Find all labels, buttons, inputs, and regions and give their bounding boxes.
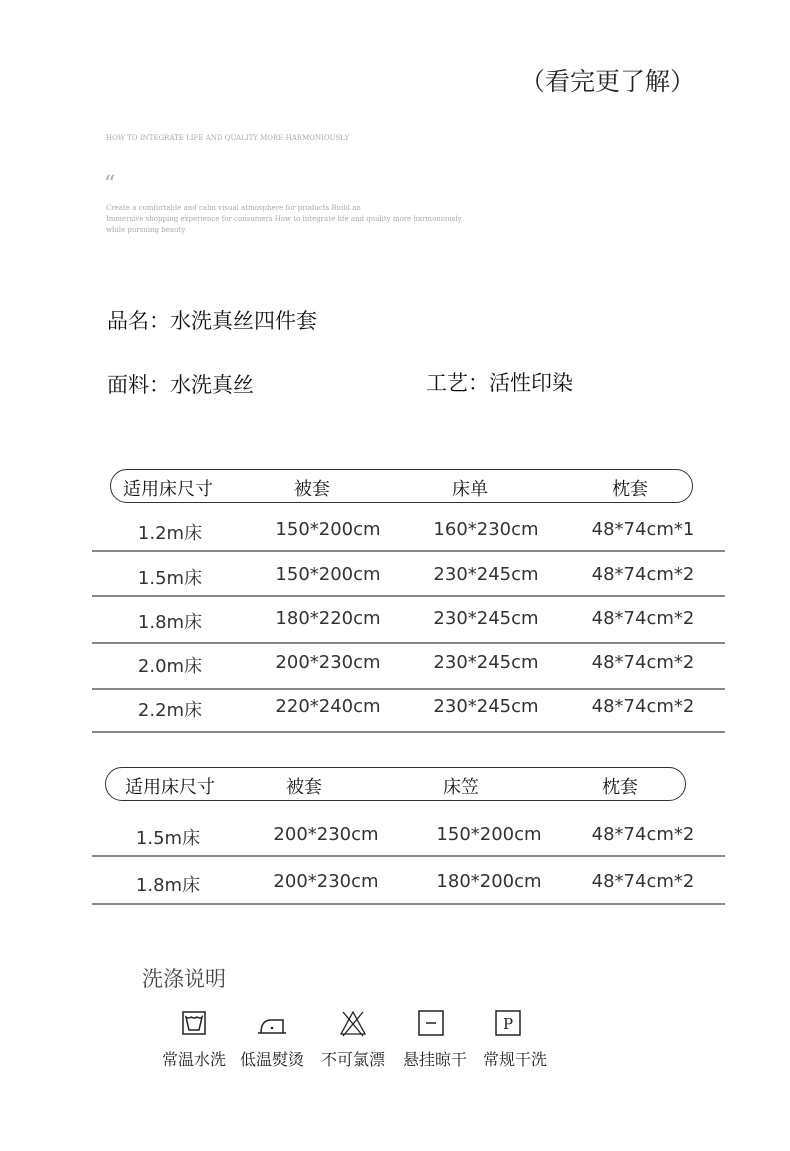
quote-icon: “ — [104, 172, 116, 197]
table-cell: 230*245cm — [433, 608, 539, 629]
row-divider — [92, 550, 725, 552]
table-cell: 48*74cm*2 — [591, 608, 695, 629]
table-cell: 1.8m床 — [137, 612, 203, 633]
row-divider — [92, 731, 725, 733]
product-craft: 工艺：活性印染 — [426, 371, 573, 395]
column-header: 被套 — [286, 777, 322, 798]
wash-tub-icon — [177, 1008, 211, 1038]
intro-line: Immersive shopping experience for consumers How to integrate life and quality more harmoniously — [106, 215, 462, 223]
intro-heading: HOW TO INTEGRATE LIFE AND QUALITY MORE HARMONIOUSLY — [106, 134, 350, 142]
table-cell: 150*200cm — [436, 824, 542, 845]
cta-text: （看完更了解） — [520, 67, 696, 96]
row-divider — [92, 595, 725, 597]
table-cell: 230*245cm — [433, 652, 539, 673]
column-header: 适用床尺寸 — [123, 479, 213, 500]
intro-body — [106, 203, 462, 236]
table-cell: 48*74cm*2 — [591, 652, 695, 673]
table-cell: 200*230cm — [273, 824, 379, 845]
washing-title: 洗涤说明 — [142, 967, 226, 991]
table-cell: 2.0m床 — [137, 656, 203, 677]
product-name: 品名：水洗真丝四件套 — [107, 309, 317, 333]
table-cell: 150*200cm — [275, 564, 381, 585]
row-divider — [92, 642, 725, 644]
column-header: 床笠 — [443, 777, 479, 798]
dry-clean-icon — [491, 1008, 525, 1038]
table-cell: 230*245cm — [433, 564, 539, 585]
column-header: 床单 — [452, 479, 488, 500]
product-fabric: 面料：水洗真丝 — [107, 373, 254, 397]
no-bleach-icon — [336, 1008, 370, 1038]
table-cell: 1.5m床 — [135, 828, 201, 849]
table-cell: 2.2m床 — [137, 700, 203, 721]
table-cell: 220*240cm — [275, 696, 381, 717]
table-cell: 48*74cm*2 — [591, 696, 695, 717]
table-cell: 180*200cm — [436, 871, 542, 892]
table-cell: 180*220cm — [275, 608, 381, 629]
table-cell: 48*74cm*2 — [591, 564, 695, 585]
row-divider — [92, 903, 725, 905]
wash-label: 悬挂晾干 — [402, 1050, 468, 1069]
table-cell: 1.2m床 — [137, 523, 203, 544]
svg-text:P: P — [502, 1015, 514, 1033]
row-divider — [92, 688, 725, 690]
table-cell: 200*230cm — [273, 871, 379, 892]
table-cell: 230*245cm — [433, 696, 539, 717]
wash-label: 低温熨烫 — [239, 1050, 305, 1069]
wash-label: 常规干洗 — [482, 1050, 548, 1069]
table-cell: 200*230cm — [275, 652, 381, 673]
table-cell: 1.5m床 — [137, 568, 203, 589]
table-cell: 48*74cm*2 — [591, 871, 695, 892]
intro-line: while pursuing beauty — [106, 226, 186, 234]
column-header: 适用床尺寸 — [125, 777, 215, 798]
wash-label: 不可氯漂 — [320, 1050, 386, 1069]
intro-line: Create a comfortable and calm visual atmosphere for products Build an — [106, 204, 361, 212]
table-cell: 48*74cm*2 — [591, 824, 695, 845]
column-header: 被套 — [294, 479, 330, 500]
table-cell: 150*200cm — [275, 519, 381, 540]
row-divider — [92, 855, 725, 857]
column-header: 枕套 — [602, 777, 638, 798]
wash-label: 常温水洗 — [161, 1050, 227, 1069]
iron-icon — [255, 1008, 289, 1038]
column-header: 枕套 — [612, 479, 648, 500]
table-cell: 1.8m床 — [135, 875, 201, 896]
table-cell: 48*74cm*1 — [591, 519, 695, 540]
hang-dry-icon — [414, 1008, 448, 1038]
table-cell: 160*230cm — [433, 519, 539, 540]
